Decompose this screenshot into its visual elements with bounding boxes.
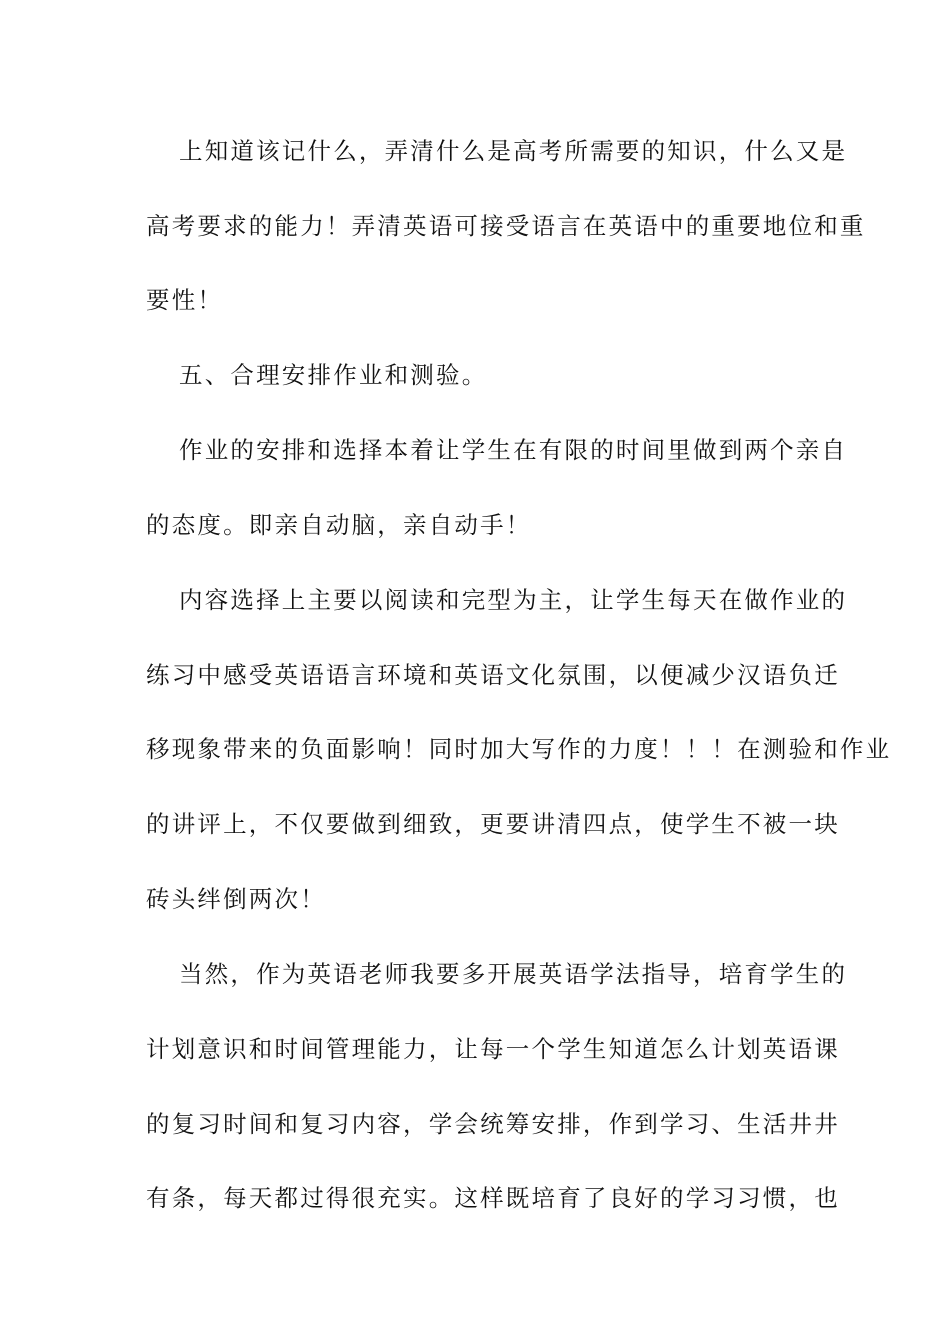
text-line-1: 上知道该记什么，弄清什么是高考所需要的知识，什么又是	[179, 137, 848, 165]
text-line-3: 要性！	[146, 286, 224, 314]
text-line-12: 当然，作为英语老师我要多开展英语学法指导，培育学生的	[179, 960, 848, 988]
text-line-5: 作业的安排和选择本着让学生在有限的时间里做到两个亲自	[179, 436, 848, 464]
text-line-8: 练习中感受英语语言环境和英语文化氛围，以便减少汉语负迁	[146, 661, 840, 689]
text-line-11: 砖头绊倒两次！	[146, 885, 326, 913]
text-line-10: 的讲评上，不仅要做到细致，更要讲清四点，使学生不被一块	[146, 810, 840, 838]
text-line-2: 高考要求的能力！弄清英语可接受语言在英语中的重要地位和重	[146, 212, 866, 240]
section-heading: 五、合理安排作业和测验。	[179, 361, 488, 389]
text-line-14: 的复习时间和复习内容，学会统筹安排，作到学习、生活井井	[146, 1110, 840, 1138]
text-line-15: 有条，每天都过得很充实。这样既培育了良好的学习习惯，也	[146, 1184, 840, 1212]
text-line-9: 移现象带来的负面影响！同时加大写作的力度！！！在测验和作业	[146, 735, 892, 763]
text-line-7: 内容选择上主要以阅读和完型为主，让学生每天在做作业的	[179, 586, 848, 614]
text-line-13: 计划意识和时间管理能力，让每一个学生知道怎么计划英语课	[146, 1035, 840, 1063]
text-line-6: 的态度。即亲自动脑，亲自动手！	[146, 511, 532, 539]
